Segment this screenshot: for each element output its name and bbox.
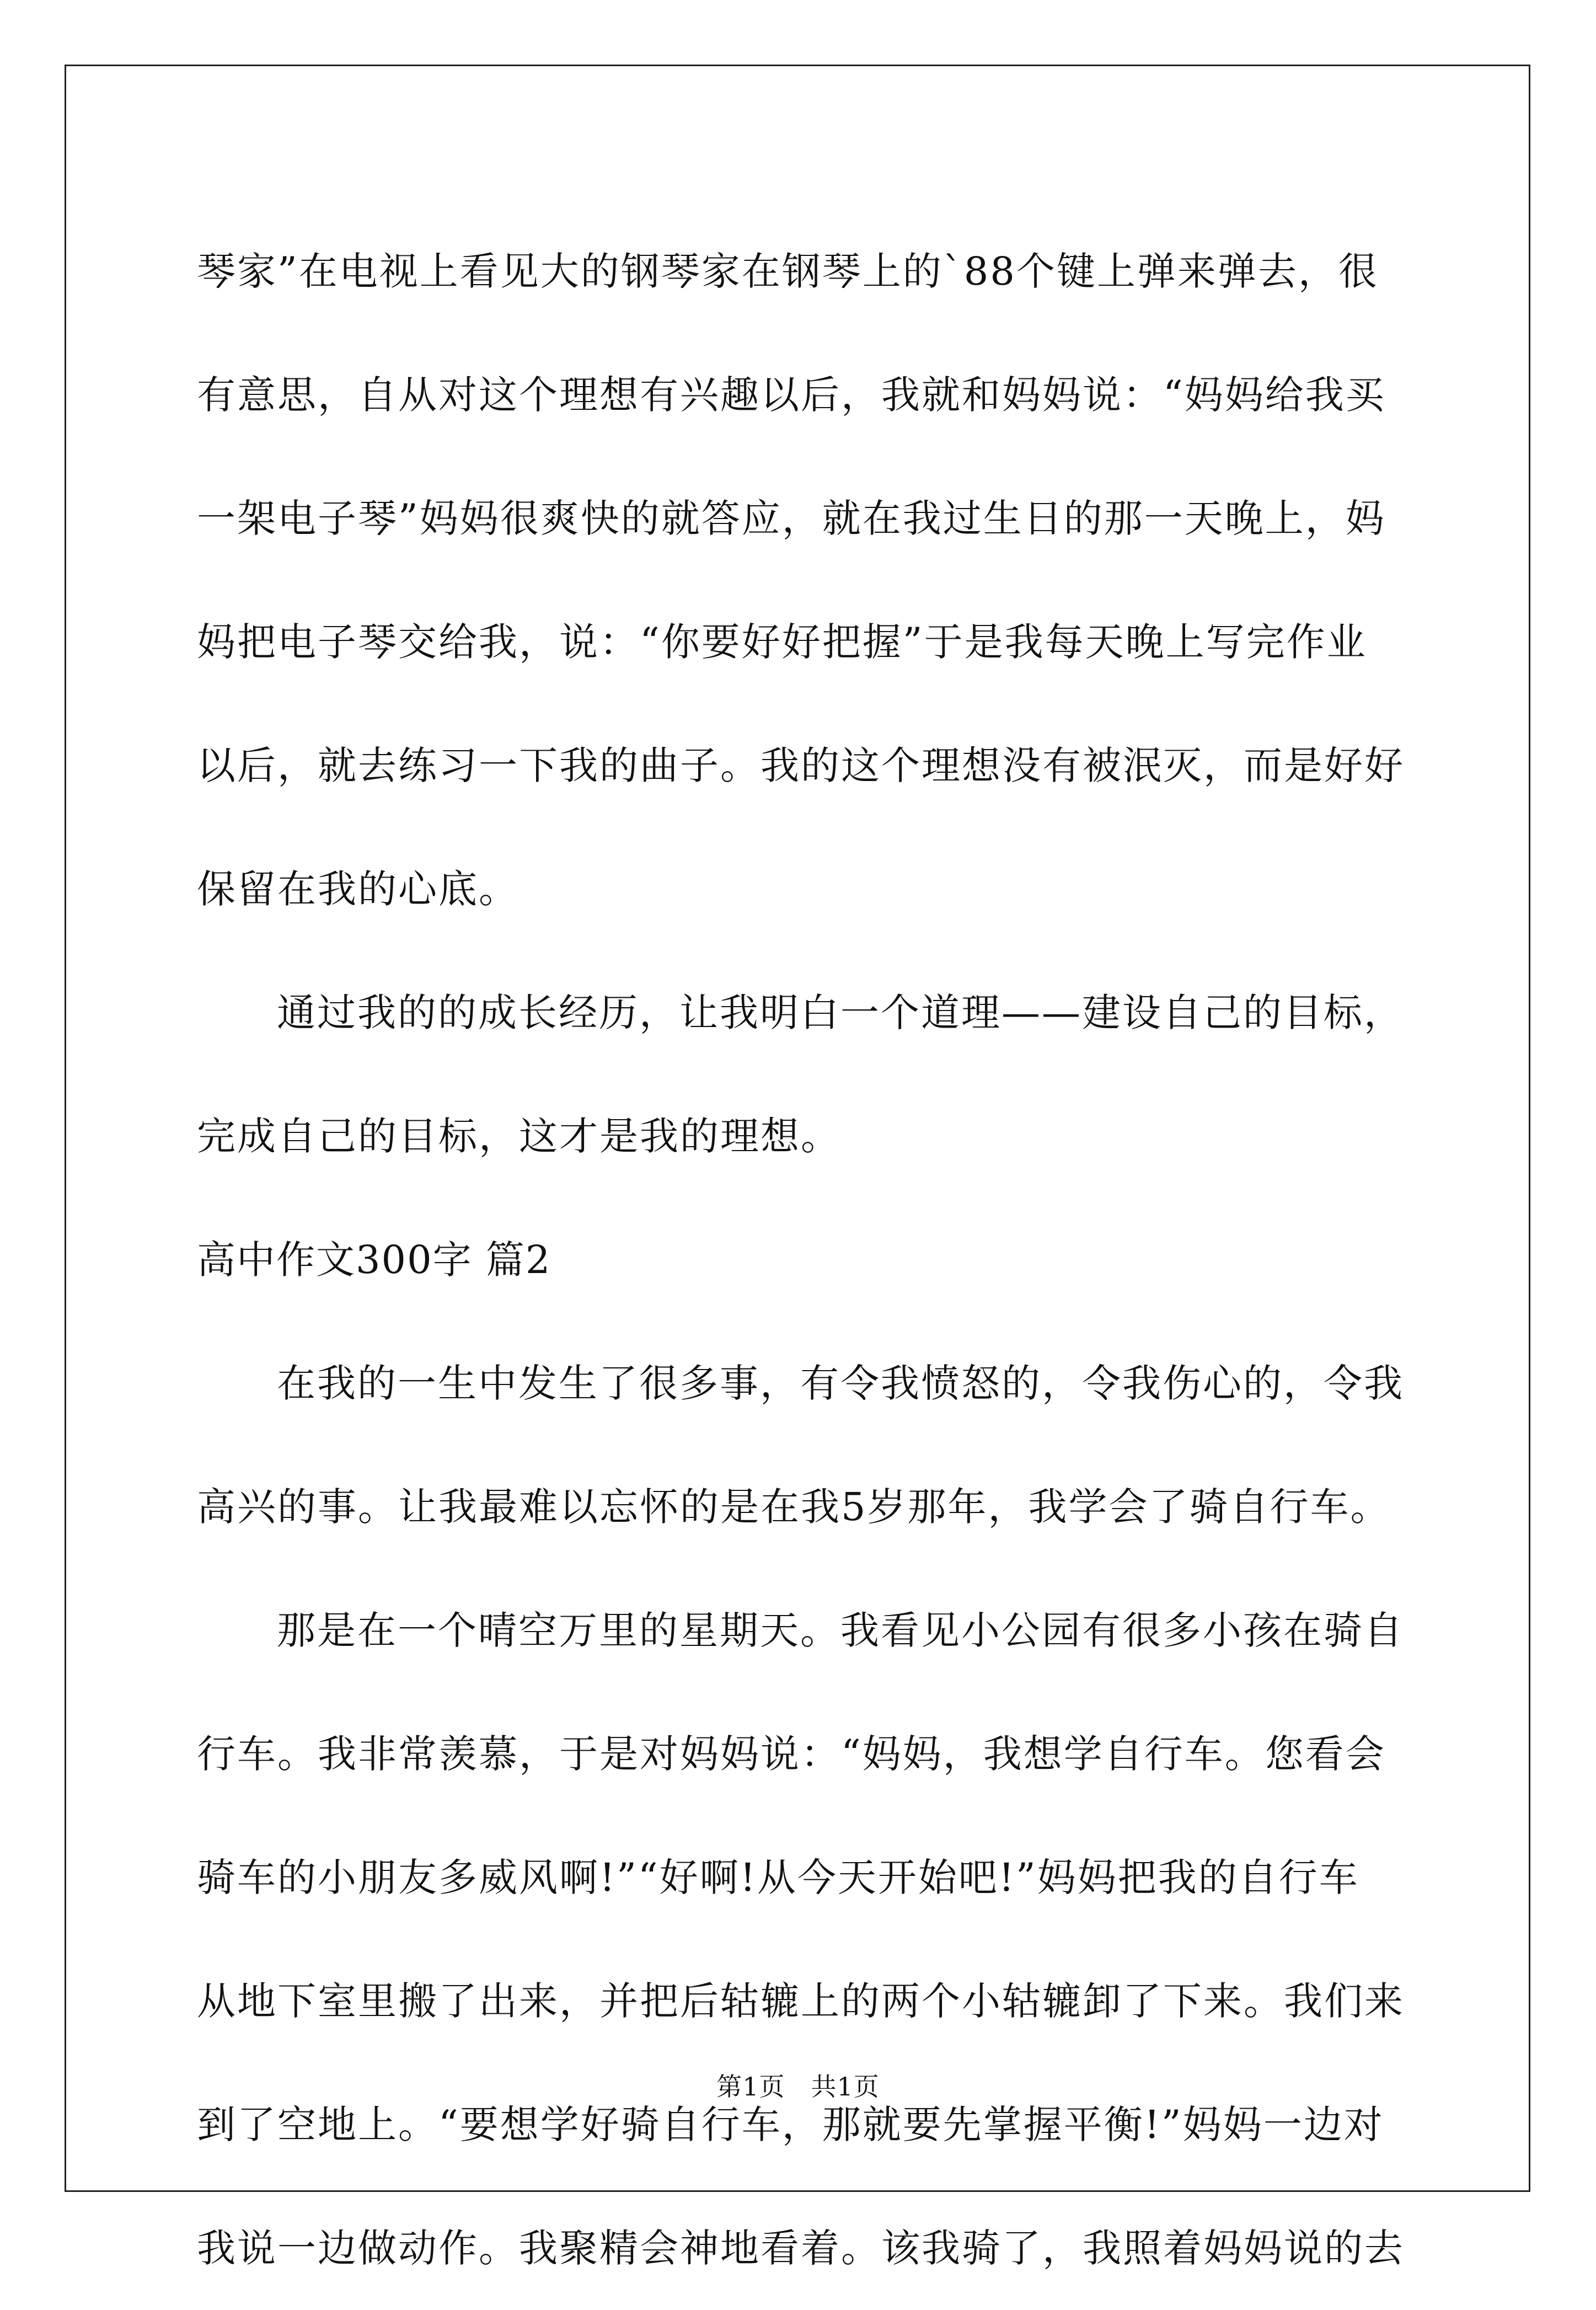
text-line: 通过我的的成长经历，让我明白一个道理——建设自己的目标， bbox=[277, 990, 1404, 1035]
text-line: 那是在一个晴空万里的星期天。我看见小公园有很多小孩在骑自 bbox=[277, 1608, 1404, 1653]
document-body bbox=[197, 210, 1405, 2310]
text-line: 一架电子琴”妈妈很爽快的就答应，就在我过生日的那一天晚上，妈 bbox=[197, 496, 1386, 541]
text-line: 从地下室里搬了出来，并把后轱辘上的两个小轱辘卸了下来。我们来 bbox=[197, 1979, 1405, 2024]
text-line: 到了空地上。“要想学好骑自行车，那就要先掌握平衡!”妈妈一边对 bbox=[197, 2102, 1384, 2147]
section-heading: 高中作文300字 篇2 bbox=[197, 1237, 551, 1282]
text-line: 妈把电子琴交给我，说：“你要好好把握”于是我每天晚上写完作业 bbox=[197, 619, 1367, 665]
text-line: 行车。我非常羡慕，于是对妈妈说：“妈妈，我想学自行车。您看会 bbox=[197, 1731, 1386, 1777]
text-line: 高兴的事。让我最难以忘怀的是在我5岁那年，我学会了骑自行车。 bbox=[197, 1484, 1391, 1530]
text-line: 在我的一生中发生了很多事，有令我愤怒的，令我伤心的，令我 bbox=[277, 1361, 1404, 1406]
text-line: 有意思，自从对这个理想有兴趣以后，我就和妈妈说：“妈妈给我买 bbox=[197, 372, 1386, 418]
text-line: 以后，就去练习一下我的曲子。我的这个理想没有被泯灭，而是好好 bbox=[197, 743, 1405, 788]
text-line: 完成自己的目标，这才是我的理想。 bbox=[197, 1114, 841, 1159]
text-line: 琴家”在电视上看见大的钢琴家在钢琴上的`88个键上弹来弹去，很 bbox=[197, 249, 1379, 294]
text-line: 保留在我的心底。 bbox=[197, 867, 519, 912]
text-line: 骑车的小朋友多威风啊!”“好啊!从今天开始吧!”妈妈把我的自行车 bbox=[197, 1855, 1359, 1900]
text-line: 我说一边做动作。我聚精会神地看着。该我骑了，我照着妈妈说的去 bbox=[197, 2226, 1405, 2271]
page-footer: 第1页 共1页 bbox=[716, 2072, 880, 2102]
